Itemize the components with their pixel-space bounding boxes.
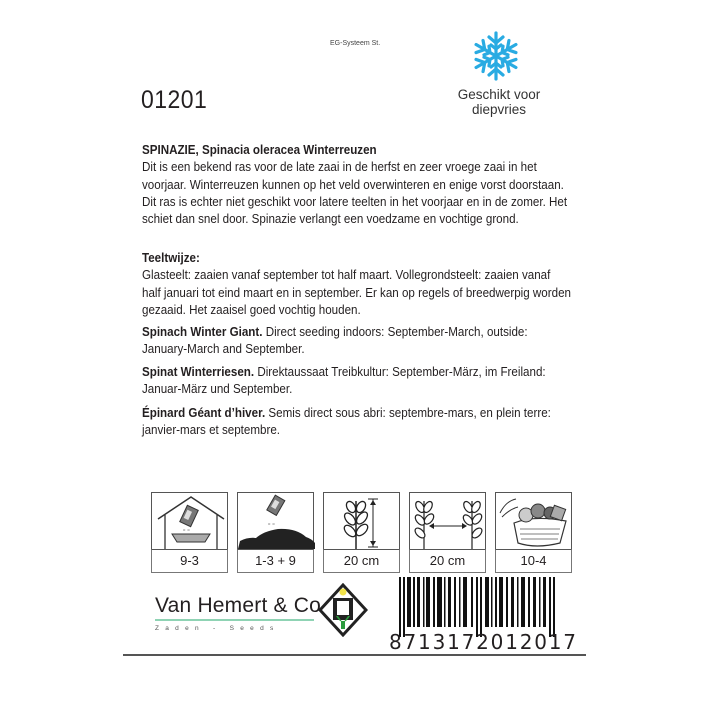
icon-sow-outdoors xyxy=(237,492,314,573)
translation-fr xyxy=(142,404,571,439)
icon-label: 9-3 xyxy=(151,549,228,573)
brand-emblem-icon xyxy=(318,583,368,637)
icon-plant-spacing xyxy=(409,492,486,573)
barcode-number: 8713172012017 xyxy=(389,630,578,654)
icon-label: 1-3 + 9 xyxy=(237,549,314,573)
brand-underline xyxy=(155,619,314,621)
sow-outdoors-icon xyxy=(238,493,315,549)
icon-plant-height xyxy=(323,492,400,573)
translation-text: Direct seeding indoors: September-March, outside: January-March and September. xyxy=(142,324,528,357)
translation-name: Spinat Winterriesen. xyxy=(142,364,255,379)
svg-text:∘∘: ∘∘ xyxy=(267,521,276,528)
icon-sow-indoors xyxy=(151,492,228,573)
translation-name: Spinach Winter Giant. xyxy=(142,324,263,339)
brand-name: Van Hemert & Co xyxy=(155,594,322,617)
translation-text: Semis direct sous abri: septembre-mars, en plein terre: janvier-mars et septembre. xyxy=(142,405,551,438)
translation-de xyxy=(142,363,571,398)
cultivation xyxy=(142,249,571,318)
plant-height-icon xyxy=(324,493,401,549)
product-title: SPINAZIE, Spinacia oleracea Winterreuzen xyxy=(142,142,377,157)
icon-label: 20 cm xyxy=(323,549,400,573)
plant-spacing-icon xyxy=(410,493,487,549)
cultivation-text: Glasteelt: zaaien vanaf september tot half maart. Vollegrondsteelt: zaaien vanaf half januari tot eind maart en in september. Er kan op regels of breedwerpig worden gezaaid. Het zaaisel goed vochtig houden. xyxy=(142,267,571,317)
barcode xyxy=(393,577,565,637)
bottom-divider xyxy=(123,654,586,656)
description xyxy=(142,141,571,227)
freeze-line-1: Geschikt voor xyxy=(457,87,541,102)
svg-text:∘∘: ∘∘ xyxy=(182,527,191,534)
product-code: 01201 xyxy=(141,86,208,114)
translation-en xyxy=(142,323,571,358)
cultivation-icons xyxy=(151,492,572,573)
cultivation-heading: Teeltwijze: xyxy=(142,250,200,265)
icon-harvest xyxy=(495,492,572,573)
harvest-icon xyxy=(496,493,573,549)
brand-tagline: Zaden - Seeds xyxy=(155,625,280,632)
snowflake-icon xyxy=(470,30,522,82)
translation-name: Épinard Géant d’hiver. xyxy=(142,405,266,420)
icon-label: 10-4 xyxy=(495,549,572,573)
freezer-suitable-label xyxy=(440,87,558,117)
freeze-line-2: diepvries xyxy=(471,102,527,117)
system-label: EG-Systeem St. xyxy=(330,40,381,47)
translation-text: Direktaussaat Treibkultur: September-März, im Freiland: Januar-März und September. xyxy=(142,364,546,397)
sow-indoors-icon xyxy=(152,493,229,549)
description-text: Dit is een bekend ras voor de late zaai in de herfst en zeer vroege zaai in het voorjaar. Winterreuzen kunnen op het veld overwinteren en enige vorst doorstaan. Dit ras is echter niet geschikt voor latere teelten in het voorjaar en in de zomer. Het schiet dan snel door. Spinazie verlangt een voedzame en vochtige grond. xyxy=(142,159,568,227)
icon-label: 20 cm xyxy=(409,549,486,573)
